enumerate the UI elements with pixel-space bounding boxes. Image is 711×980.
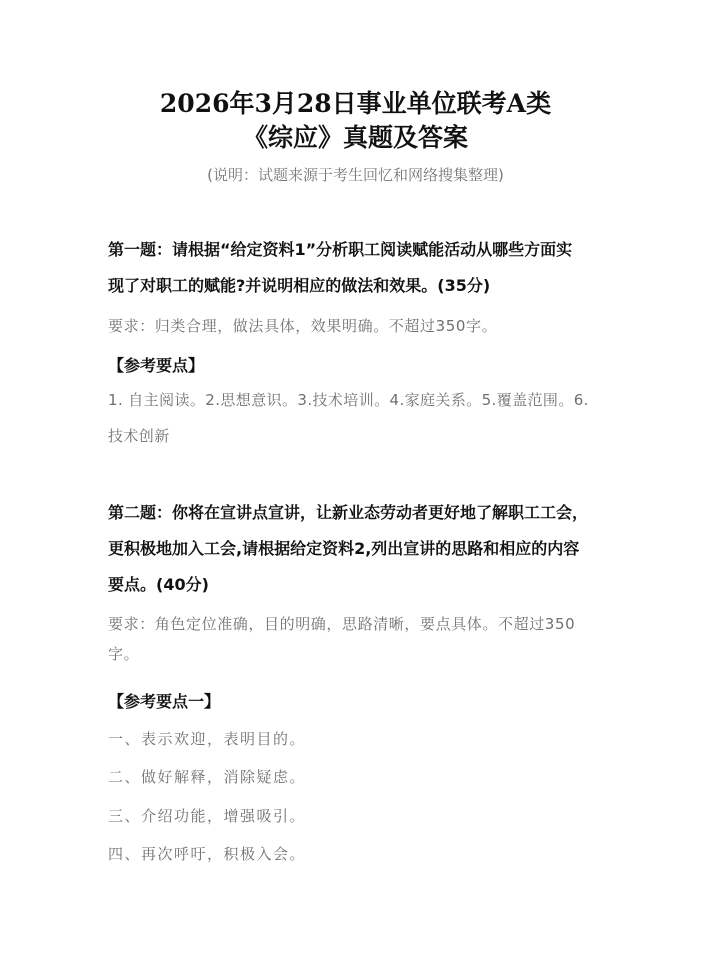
question-1-line2: 现了对职工的赋能?并说明相应的做法和效果。(35分) <box>108 276 491 295</box>
question-2 <box>108 495 608 603</box>
question-2-line3: 要点。(40分) <box>108 575 209 594</box>
question-2-requirement-line2: 字。 <box>108 645 140 663</box>
document-title-line2: 《综应》真题及答案 <box>242 123 468 152</box>
question-1-points-line1: 1. 自主阅读。2.思想意识。3.技术培训。4.家庭关系。5.覆盖范围。6. <box>108 391 589 409</box>
reference-item: 三、介绍功能，增强吸引。 <box>108 807 307 825</box>
question-2-line1: 第二题：你将在宣讲点宣讲，让新业态劳动者更好地了解职工工会， <box>108 503 589 522</box>
source-note: (说明：试题来源于考生回忆和网络搜集整理) <box>207 166 504 184</box>
question-1-requirement: 要求：归类合理，做法具体，效果明确。不超过350字。 <box>108 317 498 335</box>
question-1-reference-heading: 【参考要点】 <box>108 356 205 375</box>
question-1 <box>108 232 608 304</box>
question-2-line2: 更积极地加入工会,请根据给定资料2,列出宣讲的思路和相应的内容 <box>108 539 580 558</box>
question-1-reference-points <box>108 382 613 454</box>
reference-item: 二、做好解释，消除疑虑。 <box>108 768 307 786</box>
question-1-line1: 第一题：请根据“给定资料1”分析职工阅读赋能活动从哪些方面实 <box>108 240 573 259</box>
reference-item: 一、表示欢迎，表明目的。 <box>108 730 307 748</box>
document-title-line1: 2026年3月28日事业单位联考A类 <box>159 89 552 118</box>
question-2-reference-heading: 【参考要点一】 <box>108 692 221 711</box>
question-2-requirement <box>108 609 613 669</box>
question-1-points-line2: 技术创新 <box>108 427 170 445</box>
reference-item: 四、再次呼吁，积极入会。 <box>108 845 307 863</box>
question-2-requirement-line1: 要求：角色定位准确，目的明确，思路清晰，要点具体。不超过350 <box>108 615 576 633</box>
